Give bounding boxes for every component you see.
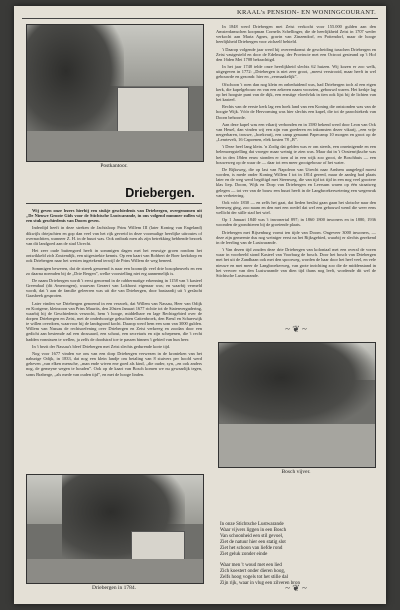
article-paragraph: Aan deze kapel was een vikarij verbonden en in 1580 bekend werd door Leon van Ock van Heuel, dan vinden wij een zijn van goederen en inkomsten dezer vikarij, „een vrije nergerbaren, trouwe, „boekvarij, een camp genaamt Papecamp 10 morgen en groot op de „Lenrtevelt, 16 Capoenen, elek kosten 78 „B”. bbox=[216, 121, 376, 143]
left-paragraphs bbox=[26, 225, 202, 376]
driebergen-1784-caption: Driebergen in 1784. bbox=[91, 585, 137, 591]
poem-line: Zelfs hoog vogels tot het stille dal bbox=[220, 574, 289, 580]
article-paragraph: De naam Driebergen wordt 't eerst genoemd in de rabbermatige erkenning in 1158 van 't kasteel Greendaal (dit Amerongen), waarvan Geraert van Lokhorst eigenaar was; en waarbij vermeld wordt, dat 't aan de familie geleerren was uit die van Driebergen, door bastaardij uit 't geslacht Gaasbeek gesproten. bbox=[26, 277, 202, 299]
newspaper-page bbox=[14, 6, 386, 604]
right-paragraphs bbox=[216, 24, 376, 278]
article-paragraph: 't Van dezen tijd zouden deze drie Driebergen van koloniaal met een overal de voren waar in voorbeeld stond Kasteel van Voorburg de bosch. Door het bosch van Driebergen met het uit de Zandbaan ook met den spoorweg, worden de haar door het heel veel, en vele nieuwe en met meer de Langbroekerweg, van grote inrichting zoo die de middenstand in het vervoer van den Lustwarande van dien tijd thans nog leeft, wordende dit wel de Stichtsche Lustwarande. bbox=[216, 247, 376, 278]
poem-stanza bbox=[220, 522, 370, 559]
article-paragraph: In het jaar 1748 telde onze heerlijkheid slechts 62 huizen. Wij kozen er zoo welk, uitgegeven in 1772: „Driebergen is niet zeer groot, „meest verstrooid, maar heeft in wel gebouwde en gezondr. hier en „vermaakelijk”. bbox=[216, 64, 376, 80]
ornament-divider-bottom: ~ ❦ ~ bbox=[285, 583, 307, 593]
article-paragraph: Op 1 Januari 1840 was 't inwonertal 897; in 1860 1800 inwoners en in 1880, 1936 woonden de grondsteren bij de groeiende plaats. bbox=[216, 217, 376, 228]
title-rule bbox=[26, 203, 202, 204]
poem-line: Zijn rijk, waar in vlug een zilveren bron bbox=[220, 580, 300, 586]
article-paragraph: Ook vóór 1830 — en zelfs het gaat, dat lieden beslist gaan gaan het slotsche naar den heenweg ging, zoo naam en den met een roedel dat wel een gebouwd wend die weer eens wellicht der stille stad het wiel. bbox=[216, 199, 376, 216]
poem-line: Waar vijvers liggen in een Bosch bbox=[220, 528, 287, 534]
article-paragraph: Driebergen met Rijsenburg vormt ten tijde van Doorn. Ongeveer 3000 inwoners, — deze zijn gemeente dus nog weiniger eerst na het Rijksgebied, waarbij er slechts gerekend in de leerling van de Lustwarande. bbox=[216, 229, 376, 245]
article-paragraph: Ofschoon 't roen dan nog klein en onbeduidend was, had Driebergen toch al een eigen kerk, die kapelgebouw en van een zekeren naam voorzien, gebouwd waren. Het kerkje lag op het hoogste punt van de dijk, een ernstige vloedvlak in tien ook lijst bij de lichten van het kasteel. bbox=[216, 81, 376, 103]
article-title: Driebergen. bbox=[125, 186, 195, 200]
post-office-caption: Postkantoor. bbox=[100, 163, 128, 169]
article-paragraph: Het zeer oude buitengoed heeft in sommigen dagen met het eeuwige groen rondom het ontwikkeld zich Zoutendijk, een uitgestrekte kennis. Op een kaart van Rohbert de Boer kerkdorp en ook Driebergen naar het westen ingetekend terwijl de Prins Willem de weg beneed. bbox=[26, 248, 202, 264]
poem bbox=[220, 522, 370, 591]
article-paragraph: In 't bezit der Nassau's bleef Driebergen met Zeist slechts gedurende korte tijd. bbox=[32, 343, 171, 349]
article-paragraph: In 1848 werd Driebergen met Zeist verkocht voor 155.000 gulden aan den Amsterdamschen koopman Cornelis Schellinger, die de heerlijkheid Zeist in 1707 weder verkocht aan Maria Agnes, gravin van Zinzendorf, en Pottendorf, maar de hooge heerlijkheid Driebergen voor zichzelf behield. bbox=[216, 24, 376, 45]
article-paragraph: De Rijksweg, die op last van Napoleon van Utrecht naar Arnhem aangelegd moest worden, is mede onder Koning Willem I tot in 1814 gereed, maar de aanleg had plaats later en de weg werd begiftigd met Steenweg, die van tijd tot tijd in een nog veel grootere klas liep. Doorn, Wijk en Dorp van Driebergen en Leersum waren op één straatweg gelegen — tot ver van de bouw een buurt heeft in de Langbroekerwetering een wegenvak van verbetering. bbox=[216, 166, 376, 198]
ornament-divider-top: ~ ❦ ~ bbox=[285, 324, 307, 334]
poem-line: Ziet de natuur hier een statig slot bbox=[220, 540, 286, 546]
poem-line: Ziet geluk zonder einde bbox=[220, 552, 268, 558]
article-intro: Wij geven onze lezers hierbij een stukje geschiedenis van Driebergen, overgenomen uit „De Nieuwe Groote Gids voor de Stichtsche Lustwarande, in ons volgend nummer zullen wij een stuk geschiedenis van Doorn geven. bbox=[26, 208, 202, 224]
poem-line: Van schoonheid een stil gevoel, bbox=[220, 534, 284, 540]
left-column bbox=[26, 208, 202, 470]
page-header: KRAAL's PENSION- EN WONINGCOURANT. bbox=[237, 9, 376, 16]
post-office-photo bbox=[26, 24, 204, 162]
poem-line: Waar men 't woud met een lied bbox=[220, 562, 282, 568]
article-paragraph: Nog voor 1677 vinden we ons van een dorp Driebergen verwezen in de kronieken van het naburige Odijk, in 1833, dat nog een klein landje om betaling van 8 stuivers per hoofd werd geheven „van elken mensche, „man ende wiven ene goed als kind, „die ouder, syn, „en ook anders nog, de gemeyne wegen te houden”. Ook op de kaart van Bosch komen we nu gewaarlijk tegen, soms Braberge, „als mede van ouden tijd”, en met de hooge linden. bbox=[26, 350, 202, 377]
poem-line: In onze Stichtsche Lustwarande bbox=[220, 522, 284, 527]
pond-photo bbox=[218, 342, 376, 468]
article-paragraph: Rechts van de eerste kerk lag een hoek land van een Koning die ontstonden was van de hoogte Wijk. Vóór de Hervorming was hier slechts een kapel, die tot de parochiekerk van Doorn behoorde. bbox=[216, 104, 376, 120]
poem-line: Zich koestert onder dieren hoog, bbox=[220, 568, 286, 574]
pond-caption: Bosch vijver. bbox=[281, 469, 311, 475]
article-paragraph: Later vinden we Driebergen genoemd in een verzoek, dat Willem van Nassau, Heer van Odijk en Kortgene, kleinzoon van Prins Maurits, den 20sten Januari 1677 richtte tot de Statenvergadering, waarbij hij de Geschiedenis verzocht, hem 't hooge, middelbare en lage Rechtsgebied over de dorpen Driebergen en Zeist, met de onderhoorige gehuchten Cattenbroek, den Breul en Schaerwijk te willen overdoen, waarvoor hij de landsgrond kocht. Daarop werd hem een som van 3000 gulden. Willem van Nassau de rechtsoefening over Driebergen en Zeist verkreeg en zoodan door een gedicht aan bestemde zal een drossaard, een schout, een secretaris en zijn schepenen, die 't recht hadden vonnissen te wellen, ja zelfs de doodstraf toe te passen binnen 't gebied van hun heer. bbox=[26, 300, 202, 342]
article-paragraph: Inderdijd heeft in deze streken de Jachtsloop Prins Willem III (later Koning van Engeland) dikwijls driejachten en gop dan veel van het rijk gevreid in deze voormalige heerlijke uitroutes of overnachtten, wanneer Z. H. in de buurt was. Ook ontbrak men als zijn betrekking hebbende bezoek van dit landgoed aan de stad Utrecht. bbox=[26, 225, 202, 246]
poem-line: Ziet het schoon van liefde rond bbox=[220, 546, 283, 552]
article-paragraph: 't Daarop volgende jaar werd bij overeenkomst de gescheiding tusschen Driebergen en Zeist vastgesteld en door de Edelmog. der Provincie met een Octrooi gesteund op 't Hof den 16den Mei 1708 bekrachtigd. bbox=[216, 46, 376, 62]
article-paragraph: Sommigen beweren, dat de streek genoemd is naar een boomrijk veel drie bosopheuvels en een zo daarna noemden bij de „Drie Bergen”, welke voorstelling niet erg aannemelijk is. bbox=[26, 265, 202, 276]
driebergen-1784-photo bbox=[26, 474, 204, 584]
header-rule bbox=[22, 18, 378, 19]
article-paragraph: 't Deze heel lang klein. 'n Zodig dat gelden was er om steeds, een onreinigende en een belemoergstelling dat vroeger maar weinig te zien was. Maar dat in 't Oostenrijksche was het in den 18den eeuw stonden er toen al in een wijk zoo groot, de Boschhuis — een bouweweg op de waar de — daar tot een meer grootgebouw of het water. bbox=[216, 144, 376, 165]
right-column bbox=[216, 24, 376, 324]
